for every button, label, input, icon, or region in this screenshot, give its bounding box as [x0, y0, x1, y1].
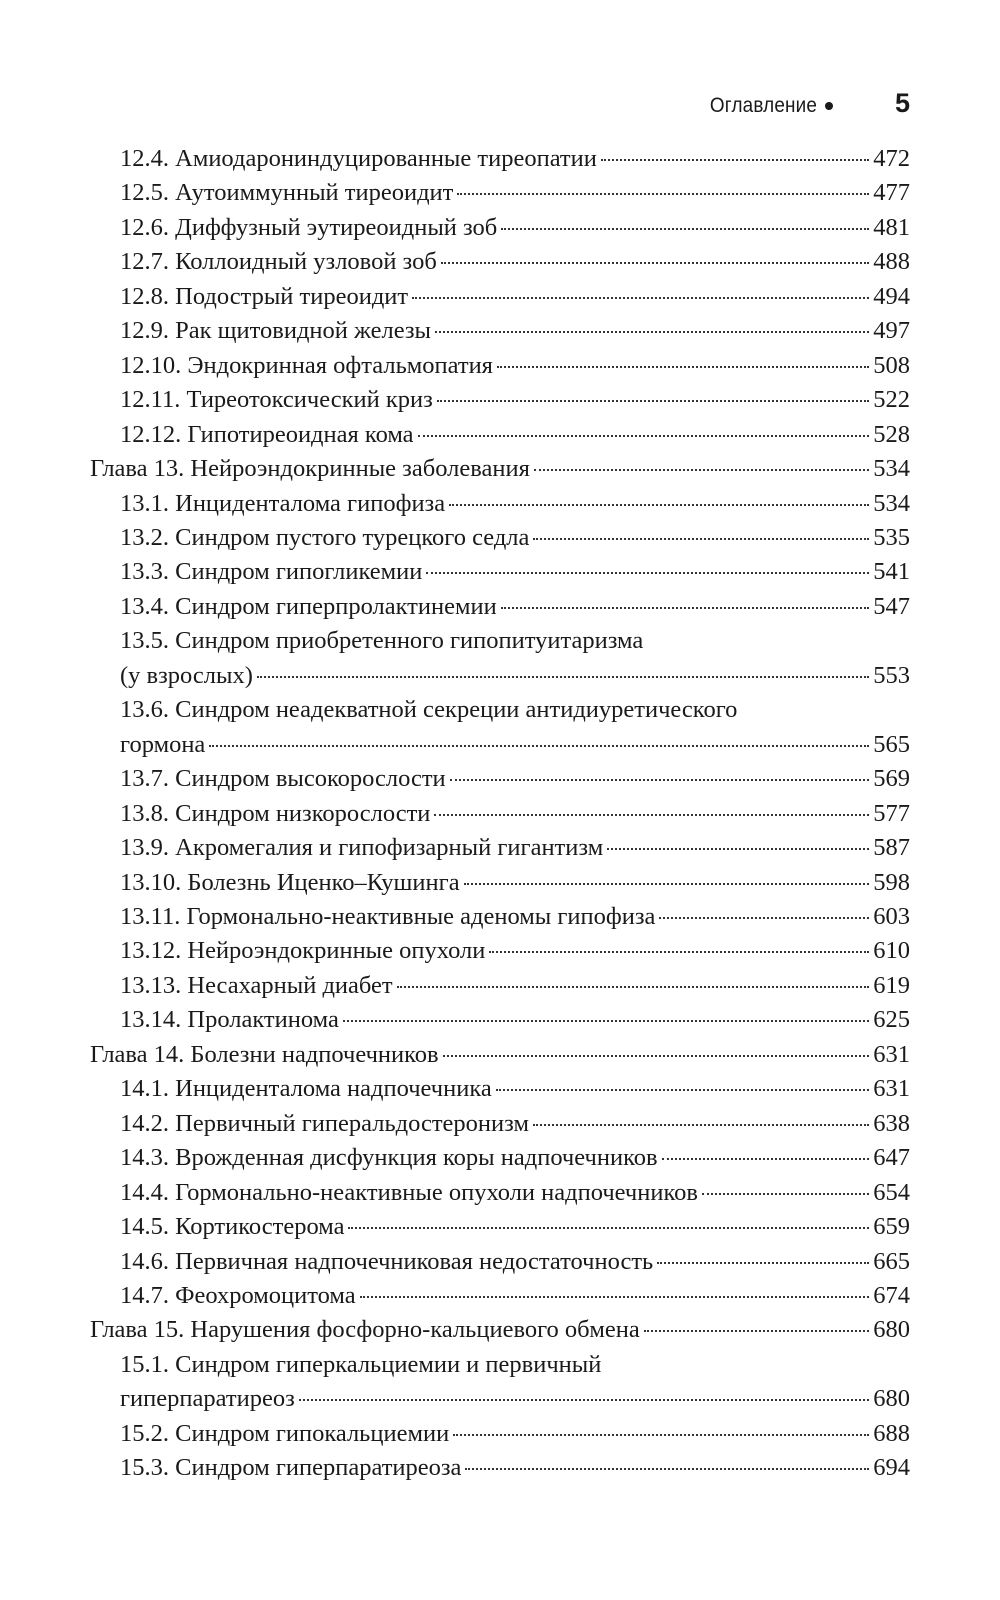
toc-entry-multiline[interactable]: [90, 1348, 910, 1417]
entry-title: 13.4. Синдром гиперпролактинемии: [120, 592, 497, 620]
dot-leader: [464, 883, 870, 885]
toc-entry[interactable]: [90, 969, 910, 1003]
dot-leader: [497, 366, 869, 368]
toc-entry[interactable]: [90, 1176, 910, 1210]
entry-title-line-2: гиперпаратиреоз: [120, 1385, 295, 1413]
dot-leader: [644, 1330, 870, 1332]
entry-page-number: 638: [873, 1109, 910, 1137]
entry-title-line-1: 13.6. Синдром неадекватной секреции антидиуретического: [120, 696, 738, 724]
entry-title: 13.7. Синдром высокорослости: [120, 765, 446, 793]
page-header: [90, 88, 910, 128]
entry-page-number: 659: [873, 1213, 910, 1241]
toc-entry[interactable]: [90, 176, 910, 210]
dot-leader: [702, 1193, 869, 1195]
toc-chapter-15[interactable]: [90, 1313, 910, 1347]
running-head: Оглавление: [709, 94, 817, 117]
entry-page-number: 680: [873, 1385, 910, 1413]
entry-title: 12.11. Тиреотоксический криз: [120, 386, 433, 414]
toc-entry[interactable]: [90, 487, 910, 521]
entry-title: 13.10. Болезнь Иценко–Кушинга: [120, 868, 460, 896]
entry-page-number: 534: [873, 489, 910, 517]
dot-leader: [360, 1296, 870, 1298]
entry-title: 13.13. Несахарный диабет: [120, 971, 393, 999]
entry-page-number: 610: [873, 937, 910, 965]
toc-entry[interactable]: [90, 1451, 910, 1485]
entry-page-number: 553: [873, 661, 910, 689]
dot-leader: [450, 779, 870, 781]
toc-entry[interactable]: [90, 1417, 910, 1451]
dot-leader: [257, 676, 869, 678]
toc-entry[interactable]: [90, 1072, 910, 1106]
dot-leader: [533, 538, 869, 540]
entry-title: 13.8. Синдром низкорослости: [120, 799, 431, 827]
entry-page-number: 625: [873, 1006, 910, 1034]
dot-leader: [343, 1020, 869, 1022]
entry-page-number: 688: [873, 1419, 910, 1447]
dot-leader: [533, 1124, 869, 1126]
dot-leader: [662, 1158, 870, 1160]
toc-entry[interactable]: [90, 1210, 910, 1244]
table-of-contents: [90, 142, 910, 1486]
entry-title: 12.8. Подострый тиреоидит: [120, 282, 409, 310]
toc-chapter-14[interactable]: [90, 1038, 910, 1072]
entry-page-number: 535: [873, 523, 910, 551]
entry-page-number: 472: [873, 145, 910, 172]
entry-page-number: 665: [873, 1247, 910, 1275]
toc-entry[interactable]: [90, 280, 910, 314]
dot-leader: [465, 1468, 869, 1470]
entry-title: 14.4. Гормонально-неактивные опухоли надпочечников: [120, 1178, 698, 1206]
entry-title-line-1: 15.1. Синдром гиперкальциемии и первичный: [120, 1350, 602, 1378]
entry-title: 13.1. Инциденталома гипофиза: [120, 489, 446, 517]
entry-page-number: 481: [873, 213, 910, 241]
entry-title: 13.2. Синдром пустого турецкого седла: [120, 523, 530, 551]
dot-leader: [501, 228, 869, 230]
entry-page-number: 680: [873, 1316, 910, 1344]
toc-entry[interactable]: [90, 866, 910, 900]
entry-page-number: 569: [873, 765, 910, 793]
entry-page-number: 497: [873, 317, 910, 345]
entry-title: 12.9. Рак щитовидной железы: [120, 317, 432, 345]
toc-entry[interactable]: [90, 1107, 910, 1141]
dot-leader: [348, 1227, 869, 1229]
entry-title-line-2: (у взрослых): [120, 661, 253, 689]
entry-title-line-2: гормона: [120, 730, 206, 758]
dot-leader: [534, 469, 869, 471]
toc-entry[interactable]: [90, 245, 910, 279]
entry-page-number: 603: [873, 902, 910, 930]
dot-leader: [489, 951, 869, 953]
entry-title: 12.4. Амиодарониндуцированные тиреопатии: [120, 145, 597, 172]
chapter-title: Глава 15. Нарушения фосфорно-кальциевого обмена: [90, 1316, 640, 1344]
dot-leader: [426, 572, 869, 574]
toc-entry[interactable]: [90, 1141, 910, 1175]
entry-title: 12.12. Гипотиреоидная кома: [120, 420, 414, 448]
entry-page-number: 674: [873, 1281, 910, 1309]
toc-entry[interactable]: [90, 418, 910, 452]
dot-leader: [443, 1055, 870, 1057]
toc-chapter-13[interactable]: [90, 452, 910, 486]
entry-page-number: 477: [873, 179, 910, 207]
toc-entry-multiline[interactable]: [90, 624, 910, 693]
dot-leader: [453, 1434, 869, 1436]
entry-title: 14.7. Феохромоцитома: [120, 1281, 356, 1309]
entry-page-number: 631: [873, 1075, 910, 1103]
entry-title: 14.6. Первичная надпочечниковая недостаточность: [120, 1247, 654, 1275]
toc-entry[interactable]: [90, 1003, 910, 1037]
entry-page-number: 528: [873, 420, 910, 448]
entry-page-number: 647: [873, 1144, 910, 1172]
entry-title: 13.3. Синдром гипогликемии: [120, 558, 423, 586]
entry-title: 12.7. Коллоидный узловой зоб: [120, 248, 437, 276]
toc-entry[interactable]: [90, 142, 910, 176]
entry-page-number: 522: [873, 386, 910, 414]
toc-entry[interactable]: [90, 555, 910, 589]
entry-page-number: 494: [873, 282, 910, 310]
dot-leader: [457, 193, 869, 195]
entry-title-line-1: 13.5. Синдром приобретенного гипопитуитаризма: [120, 627, 644, 655]
entry-page-number: 654: [873, 1178, 910, 1206]
entry-title: 15.2. Синдром гипокальциемии: [120, 1419, 450, 1447]
page-number: 5: [894, 88, 910, 118]
dot-leader: [434, 814, 869, 816]
toc-entry[interactable]: [90, 521, 910, 555]
entry-page-number: 587: [873, 834, 910, 862]
dot-leader: [496, 1089, 869, 1091]
toc-entry[interactable]: [90, 762, 910, 796]
entry-title: 14.3. Врожденная дисфункция коры надпочечников: [120, 1144, 658, 1172]
entry-title: 14.5. Кортикостерома: [120, 1213, 345, 1241]
entry-title: 14.2. Первичный гиперальдостеронизм: [120, 1109, 529, 1137]
toc-entry-multiline[interactable]: [90, 693, 910, 762]
dot-leader: [441, 262, 869, 264]
toc-entry[interactable]: [90, 1245, 910, 1279]
entry-title: 13.12. Нейроэндокринные опухоли: [120, 937, 486, 965]
toc-entry[interactable]: [90, 211, 910, 245]
dot-leader: [397, 986, 870, 988]
dot-leader: [437, 400, 869, 402]
dot-leader: [299, 1399, 870, 1401]
entry-page-number: 577: [873, 799, 910, 827]
toc-entry[interactable]: [90, 383, 910, 417]
chapter-title: Глава 14. Болезни надпочечников: [90, 1040, 439, 1068]
toc-entry[interactable]: [90, 831, 910, 865]
dot-leader: [659, 917, 869, 919]
dot-leader: [657, 1262, 869, 1264]
entry-page-number: 547: [873, 592, 910, 620]
entry-page-number: 631: [873, 1040, 910, 1068]
dot-leader: [435, 331, 869, 333]
dot-leader: [209, 745, 869, 747]
bullet-icon: [825, 102, 833, 110]
chapter-title: Глава 13. Нейроэндокринные заболевания: [90, 455, 530, 483]
entry-page-number: 488: [873, 248, 910, 276]
entry-page-number: 619: [873, 971, 910, 999]
toc-entry[interactable]: [90, 349, 910, 383]
entry-title: 13.14. Пролактинома: [120, 1006, 339, 1034]
dot-leader: [449, 504, 869, 506]
toc-entry[interactable]: [90, 900, 910, 934]
entry-title: 13.9. Акромегалия и гипофизарный гигантизм: [120, 834, 604, 862]
dot-leader: [412, 297, 869, 299]
toc-entry[interactable]: [90, 590, 910, 624]
entry-page-number: 694: [873, 1454, 910, 1482]
dot-leader: [418, 435, 870, 437]
toc-entry[interactable]: [90, 934, 910, 968]
entry-title: 15.3. Синдром гиперпаратиреоза: [120, 1454, 462, 1482]
entry-title: 12.10. Эндокринная офтальмопатия: [120, 351, 493, 379]
toc-entry[interactable]: [90, 314, 910, 348]
entry-page-number: 565: [873, 730, 910, 758]
dot-leader: [501, 607, 870, 609]
entry-title: 12.5. Аутоиммунный тиреоидит: [120, 179, 454, 207]
entry-page-number: 598: [873, 868, 910, 896]
entry-title: 13.11. Гормонально-неактивные аденомы гипофиза: [120, 902, 656, 930]
dot-leader: [607, 848, 869, 850]
entry-title: 14.1. Инциденталома надпочечника: [120, 1075, 492, 1103]
entry-page-number: 541: [873, 558, 910, 586]
toc-entry[interactable]: [90, 797, 910, 831]
dot-leader: [601, 159, 869, 161]
entry-page-number: 534: [873, 455, 910, 483]
entry-page-number: 508: [873, 351, 910, 379]
toc-entry[interactable]: [90, 1279, 910, 1313]
entry-title: 12.6. Диффузный эутиреоидный зоб: [120, 213, 498, 241]
